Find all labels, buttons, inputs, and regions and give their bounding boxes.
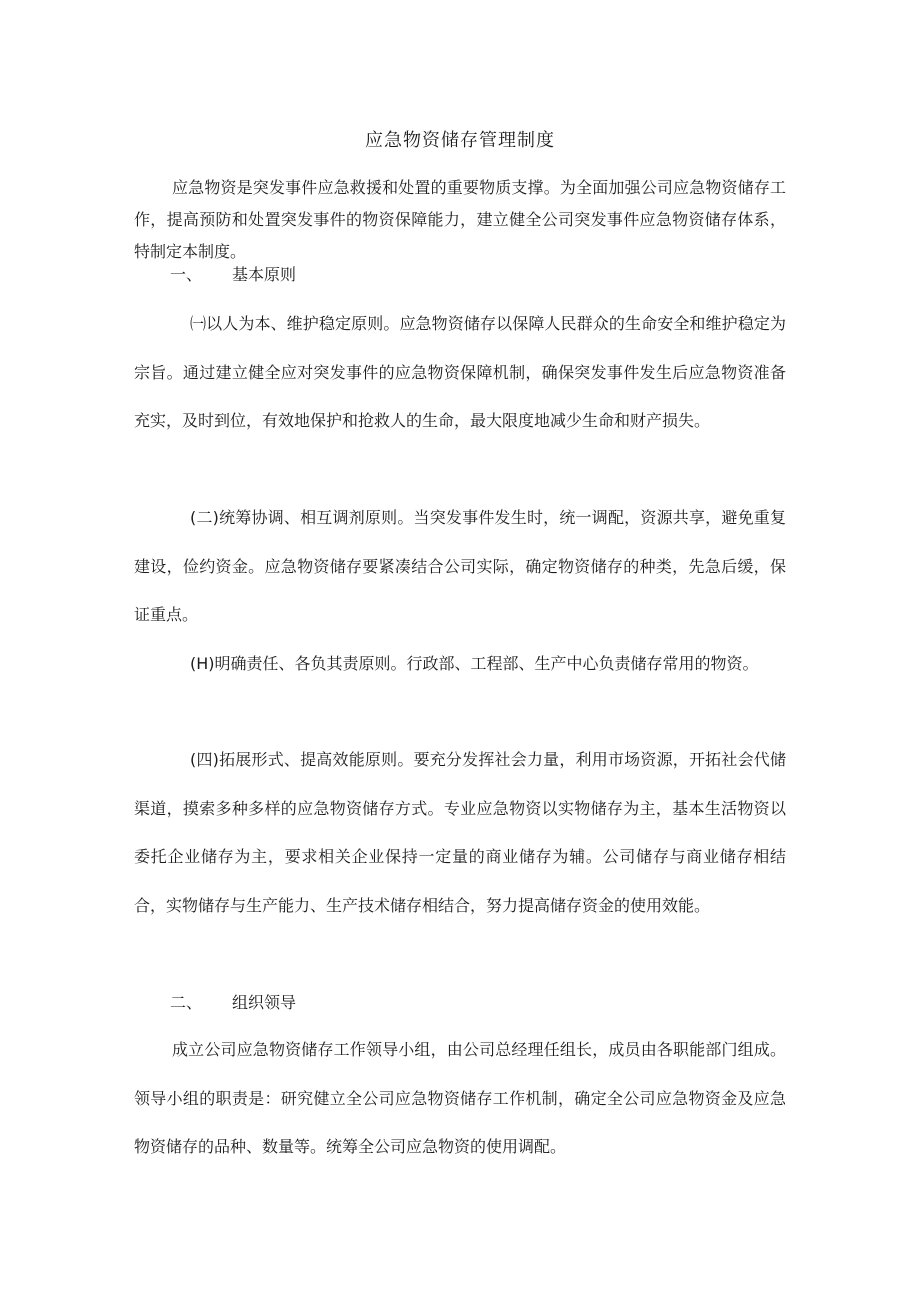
section-2-number: 二、	[170, 993, 203, 1012]
section-2-body: 成立公司应急物资储存工作领导小组，由公司总经理任组长，成员由各职能部门组成。领导小组的职责是：研究健立全公司应急物资储存工作机制，确定全公司应急物资金及应急物资储存的品种、数量等。统筹全公司应急物资的使用调配。	[134, 1040, 786, 1156]
section-2-title: 组织领导	[232, 993, 297, 1012]
principle-1-paragraph: ㈠以人为本、维护稳定原则。应急物资储存以保障人民群众的生命安全和维护稳定为宗旨。通过建立健全应对突发事件的应急物资保障机制，确保突发事件发生后应急物资准备充实，及时到位，有效地保护和抢救人的生命，最大限度地减少生命和财产损失。	[134, 314, 786, 430]
section-2-heading	[170, 990, 296, 1016]
section-1-number: 一、	[170, 265, 203, 284]
section-1-heading	[170, 262, 296, 288]
intro-paragraph: 应急物资是突发事件应急救援和处置的重要物质支撑。为全面加强公司应急物资储存工作，提高预防和处置突发事件的物资保障能力，建立健全公司突发事件应急物资储存体系，特制定本制度。	[134, 178, 786, 261]
principle-3-paragraph: (H)明确责任、各负其责原则。行政部、工程部、生产中心负责储存常用的物资。	[190, 654, 759, 673]
section-1-title: 基本原则	[232, 265, 297, 284]
principle-4-paragraph: (四)拓展形式、提高效能原则。要充分发挥社会力量，利用市场资源，开拓社会代储渠道，摸索多种多样的应急物资储存方式。专业应急物资以实物储存为主，基本生活物资以委托企业储存为主，要求相关企业保持一定量的商业储存为辅。公司储存与商业储存相结合，实物储存与生产能力、生产技术储存相结合，努力提高储存资金的使用效能。	[134, 750, 786, 915]
principle-2-paragraph: (二)统筹协调、相互调剂原则。当突发事件发生时，统一调配，资源共享，避免重复建设，俭约资金。应急物资储存要紧凑结合公司实际，确定物资储存的种类，先急后缓，保证重点。	[134, 508, 786, 624]
document-title: 应急物资储存管理制度	[365, 130, 555, 151]
